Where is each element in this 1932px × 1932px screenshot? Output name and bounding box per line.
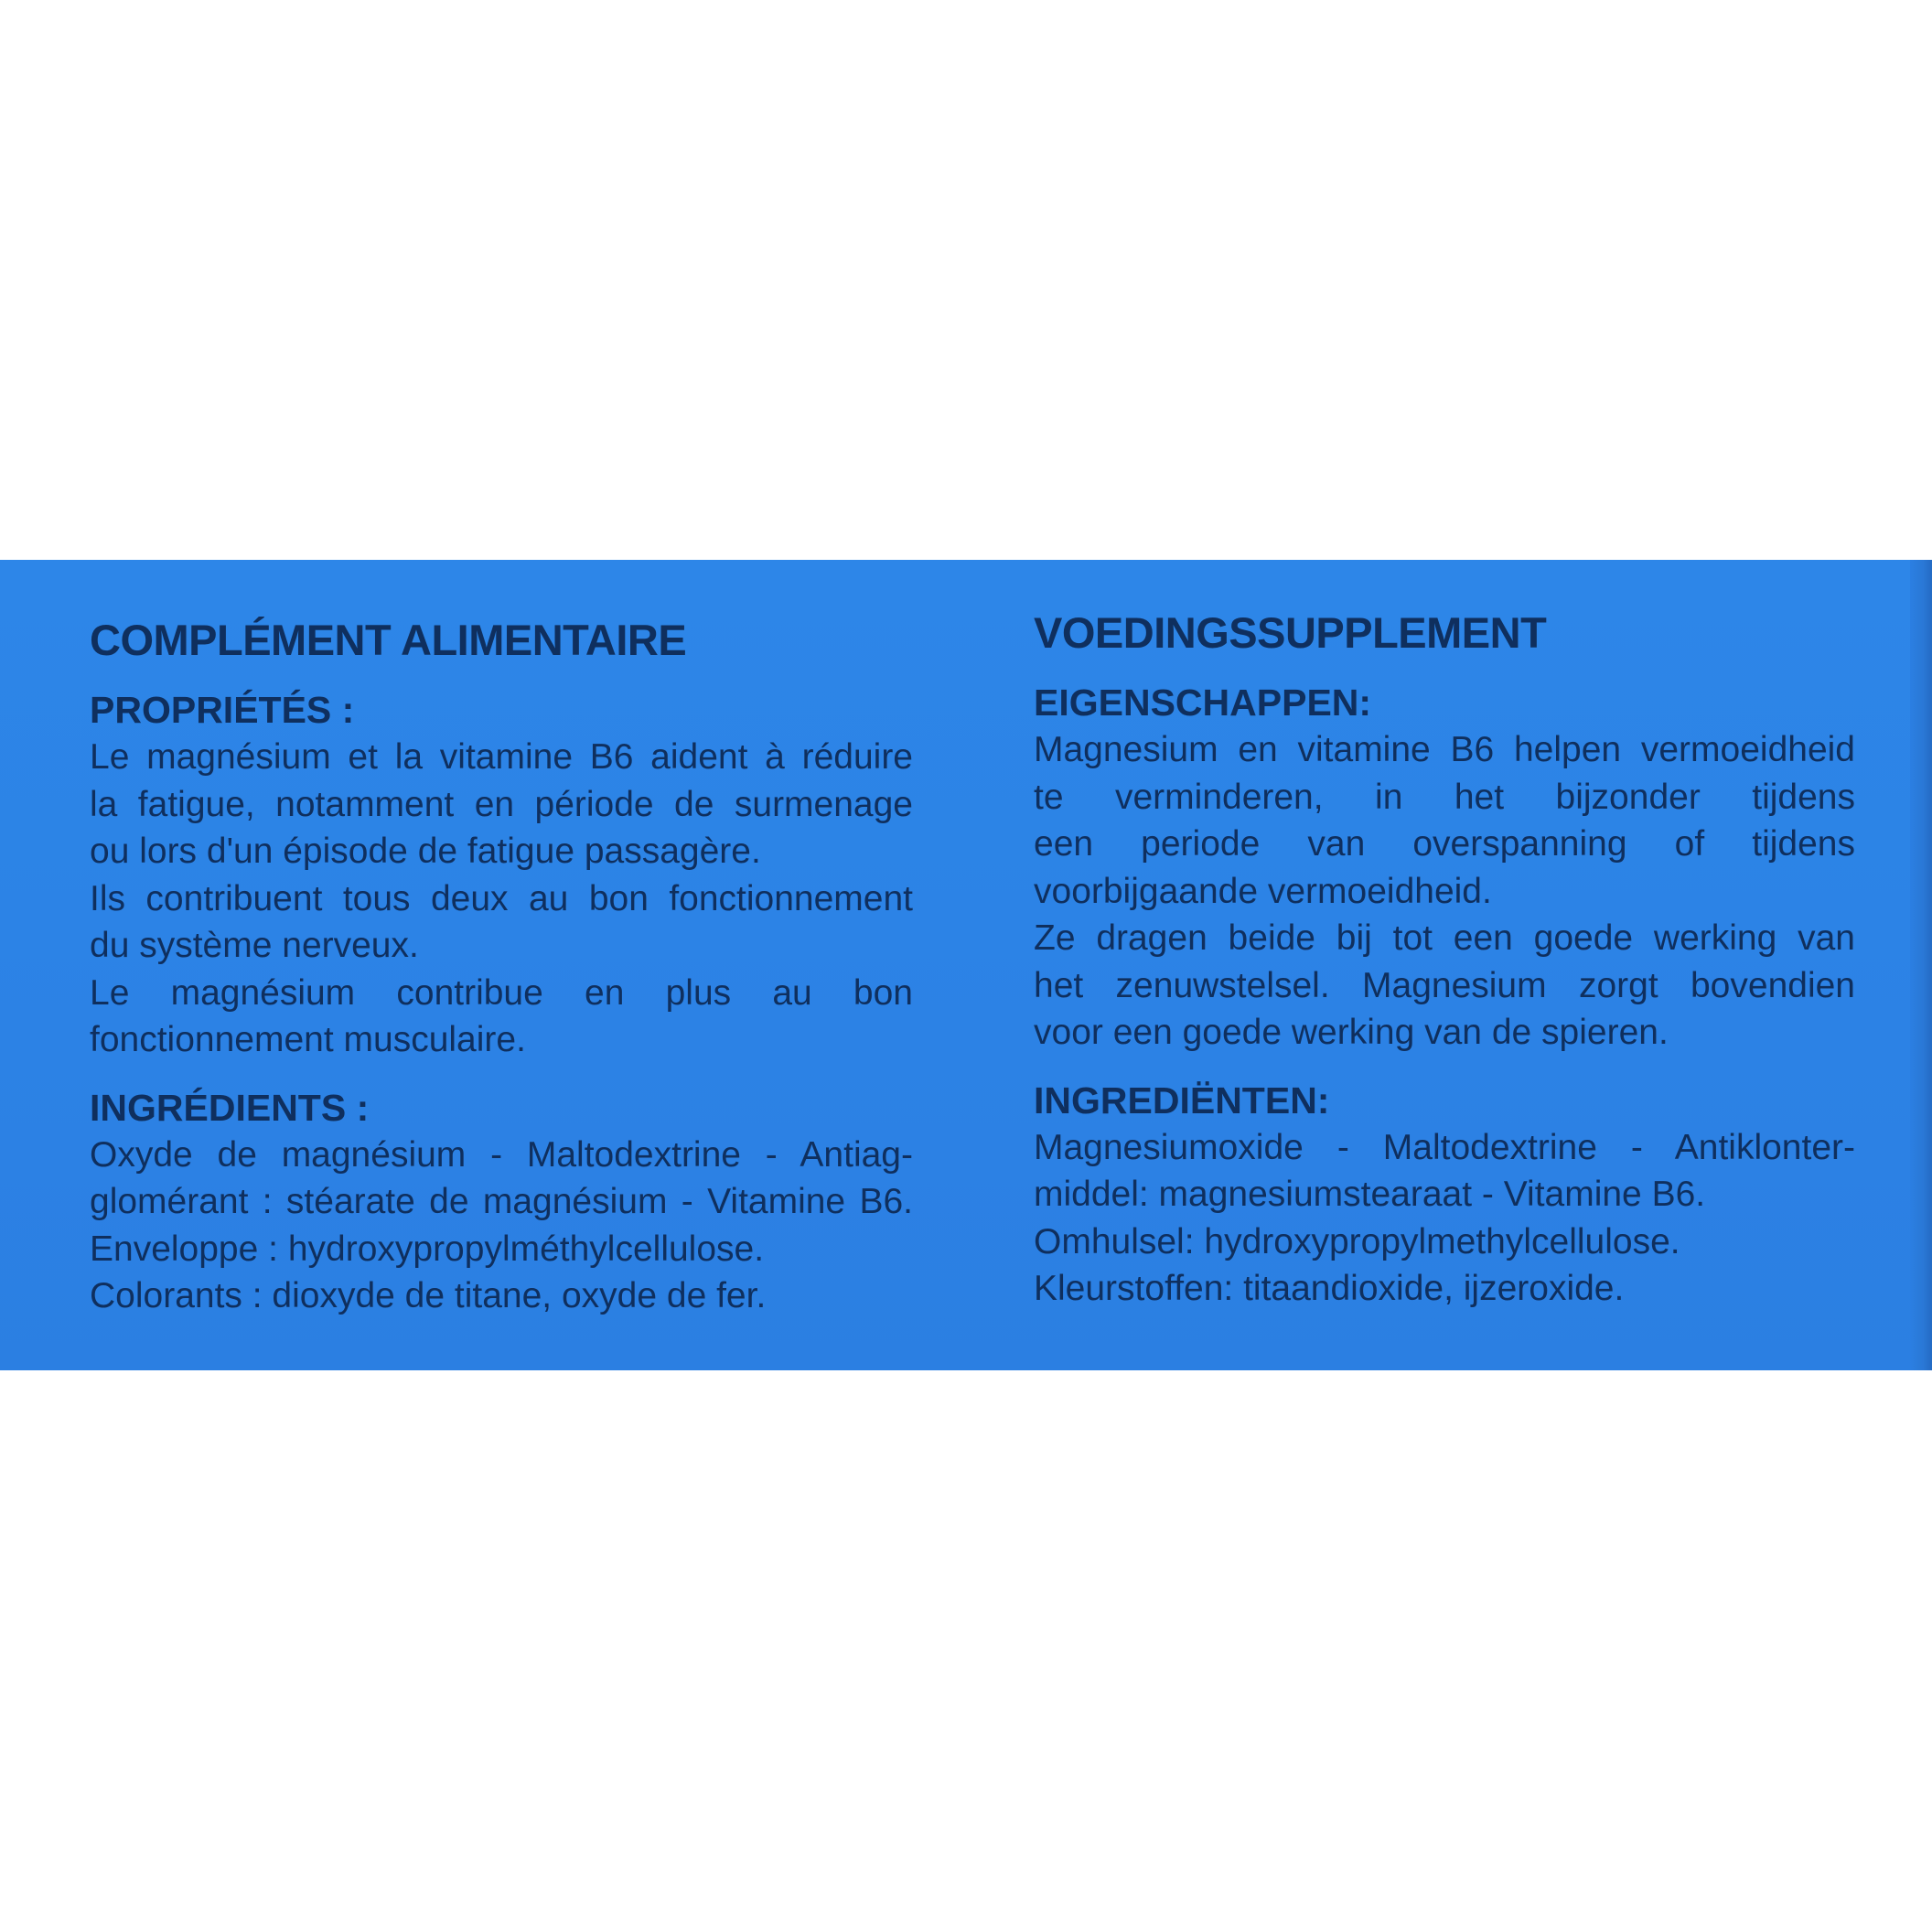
dutch-properties-line: Ze dragen beide bij tot een goede werking van <box>1034 918 1855 958</box>
french-properties-heading: PROPRIÉTÉS : <box>90 689 355 731</box>
french-column <box>90 611 913 1320</box>
french-title: COMPLÉMENT ALIMENTAIRE <box>90 616 687 664</box>
french-properties-line: du système nerveux. <box>90 926 419 965</box>
french-ingredients-heading: INGRÉDIENTS : <box>90 1086 370 1129</box>
dutch-properties-line: Magnesium en vitamine B6 helpen vermoeidheid <box>1034 730 1855 769</box>
french-ingredients-line: Oxyde de magnésium - Maltodextrine - Antiag- <box>90 1134 913 1175</box>
french-properties-line: fonctionnement musculaire. <box>90 1020 526 1059</box>
french-properties-line: la fatigue, notamment en période de surmenage <box>90 784 913 824</box>
french-ingredients-line: Colorants : dioxyde de titane, oxyde de fer. <box>90 1276 767 1315</box>
french-properties-line: Le magnésium contribue en plus au bon <box>90 972 913 1013</box>
dutch-ingredients-line: Magnesiumoxide - Maltodextrine - Antiklonter- <box>1034 1127 1855 1167</box>
dutch-properties-line: het zenuwstelsel. Magnesium zorgt bovendien <box>1034 965 1855 1005</box>
french-properties-line: Ils contribuent tous deux au bon fonctionnement <box>90 878 913 918</box>
french-properties-line: ou lors d'un épisode de fatigue passagère. <box>90 832 761 871</box>
dutch-properties-line: voor een goede werking van de spieren. <box>1034 1013 1669 1052</box>
french-ingredients-line: Enveloppe : hydroxypropylméthylcellulose. <box>90 1229 765 1269</box>
dutch-column <box>1034 604 1855 1313</box>
dutch-ingredients-line: middel: magnesiumstearaat - Vitamine B6. <box>1034 1175 1706 1214</box>
label-panel-fold <box>1910 560 1932 1370</box>
dutch-title: VOEDINGSSUPPLEMENT <box>1034 608 1547 657</box>
dutch-properties-line: te verminderen, in het bijzonder tijdens <box>1034 777 1855 817</box>
dutch-properties-line: een periode van overspanning of tijdens <box>1034 824 1855 864</box>
dutch-properties-heading: EIGENSCHAPPEN: <box>1034 682 1372 724</box>
dutch-properties-line: voorbijgaande vermoeidheid. <box>1034 871 1492 911</box>
french-properties-line: Le magnésium et la vitamine B6 aident à réduire <box>90 737 913 777</box>
dutch-ingredients-line: Omhulsel: hydroxypropylmethylcellulose. <box>1034 1221 1680 1261</box>
dutch-ingredients-heading: INGREDIËNTEN: <box>1034 1079 1330 1122</box>
dutch-ingredients-line: Kleurstoffen: titaandioxide, ijzeroxide. <box>1034 1269 1625 1308</box>
french-ingredients-line: glomérant : stéarate de magnésium - Vitamine B6. <box>90 1182 913 1221</box>
